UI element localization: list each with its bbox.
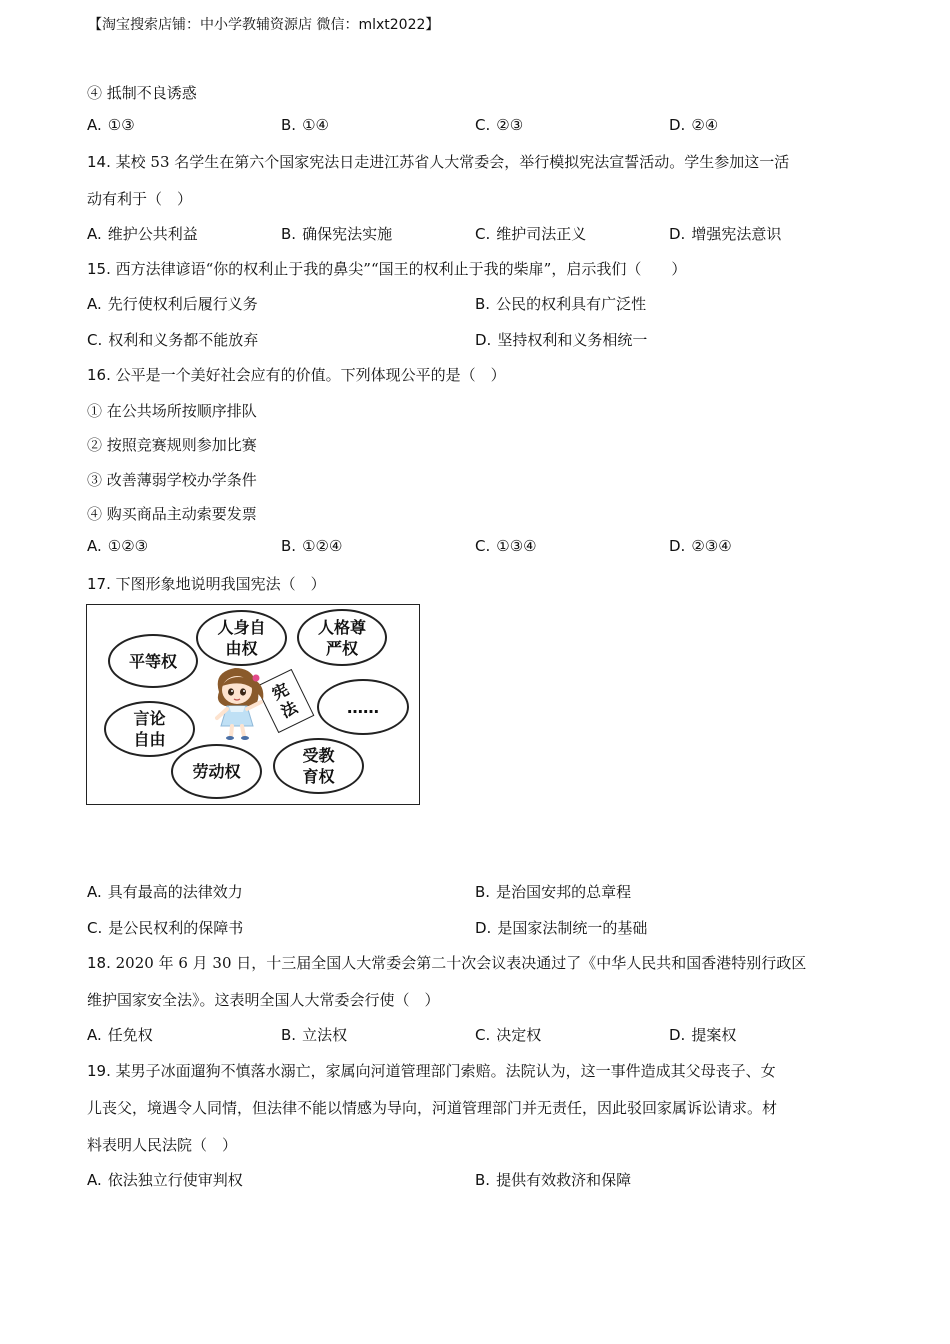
q14-stem-line2: 动有利于（ ） <box>87 190 193 208</box>
q19-stem-line1: 19. 某男子冰面遛狗不慎落水溺亡，家属向河道管理部门索赔。法院认为，这一事件造成其父母丧子、女 <box>87 1062 776 1080</box>
q14-option-c: C. 维护司法正义 <box>475 225 587 243</box>
q17-option-d: D. 是国家法制统一的基础 <box>475 919 648 937</box>
q13-option-d: D. ②④ <box>669 116 719 134</box>
oval-personal-freedom: 人身自 由权 <box>196 610 287 666</box>
q14-option-d: D. 增强宪法意识 <box>669 225 782 243</box>
q17-option-a: A. 具有最高的法律效力 <box>87 883 243 901</box>
q16-item-2: ② 按照竞赛规则参加比赛 <box>87 436 257 454</box>
q19-stem-line2: 儿丧父，境遇令人同情，但法律不能以情感为导向，河道管理部门并无责任，因此驳回家属诉讼请求。材 <box>87 1099 778 1117</box>
oval-freedom-of-speech: 言论 自由 <box>104 701 195 757</box>
cartoon-girl-illustration <box>205 662 271 742</box>
q18-stem-line1: 18. 2020 年 6 月 30 日，十三届全国人大常委会第二十次会议表决通过了《中华人民共和国香港特别行政区 <box>87 954 807 972</box>
watermark-header: 【淘宝搜索店铺：中小学教辅资源店 微信：mlxt2022】 <box>88 17 440 33</box>
oval-ellipsis: …… <box>317 679 409 735</box>
q18-option-d: D. 提案权 <box>669 1026 737 1044</box>
q18-stem-line2: 维护国家安全法》。这表明全国人大常委会行使（ ） <box>87 991 440 1009</box>
q13-item-4: ④ 抵制不良诱惑 <box>87 84 197 102</box>
q16-option-a: A. ①②③ <box>87 537 149 555</box>
q18-option-c: C. 决定权 <box>475 1026 542 1044</box>
q15-option-b: B. 公民的权利具有广泛性 <box>475 295 647 313</box>
q13-option-b: B. ①④ <box>281 116 329 134</box>
q13-option-c: C. ②③ <box>475 116 524 134</box>
oval-right-to-education: 受教 育权 <box>273 738 364 794</box>
q16-item-3: ③ 改善薄弱学校办学条件 <box>87 471 257 489</box>
q13-option-a: A. ①③ <box>87 116 135 134</box>
q19-option-a: A. 依法独立行使审判权 <box>87 1171 243 1189</box>
q18-option-a: A. 任免权 <box>87 1026 153 1044</box>
q16-item-1: ① 在公共场所按顺序排队 <box>87 402 257 420</box>
q15-option-a: A. 先行使权利后履行义务 <box>87 295 258 313</box>
q15-stem: 15. 西方法律谚语“你的权利止于我的鼻尖”“国王的权利止于我的柴扉”，启示我们（ ） <box>87 260 687 278</box>
oval-personal-dignity: 人格尊 严权 <box>297 609 387 666</box>
q17-option-b: B. 是治国安邦的总章程 <box>475 883 632 901</box>
constitution-card: 宪 法 <box>256 669 315 733</box>
oval-right-to-work: 劳动权 <box>171 744 262 799</box>
q16-option-c: C. ①③④ <box>475 537 537 555</box>
q14-option-a: A. 维护公共利益 <box>87 225 198 243</box>
q14-option-b: B. 确保宪法实施 <box>281 225 393 243</box>
q17-stem: 17. 下图形象地说明我国宪法（ ） <box>87 575 326 593</box>
q16-option-b: B. ①②④ <box>281 537 343 555</box>
q17-option-c: C. 是公民权利的保障书 <box>87 919 244 937</box>
q15-option-c: C. 权利和义务都不能放弃 <box>87 331 259 349</box>
q14-stem-line1: 14. 某校 53 名学生在第六个国家宪法日走进江苏省人大常委会，举行模拟宪法宣誓活动。学生参加这一活 <box>87 153 790 171</box>
oval-equality-right: 平等权 <box>108 634 198 688</box>
q16-item-4: ④ 购买商品主动索要发票 <box>87 505 257 523</box>
q19-stem-line3: 料表明人民法院（ ） <box>87 1136 238 1154</box>
q16-option-d: D. ②③④ <box>669 537 732 555</box>
q19-option-b: B. 提供有效救济和保障 <box>475 1171 632 1189</box>
q16-stem: 16. 公平是一个美好社会应有的价值。下列体现公平的是（ ） <box>87 366 506 384</box>
q18-option-b: B. 立法权 <box>281 1026 348 1044</box>
q15-option-d: D. 坚持权利和义务相统一 <box>475 331 648 349</box>
